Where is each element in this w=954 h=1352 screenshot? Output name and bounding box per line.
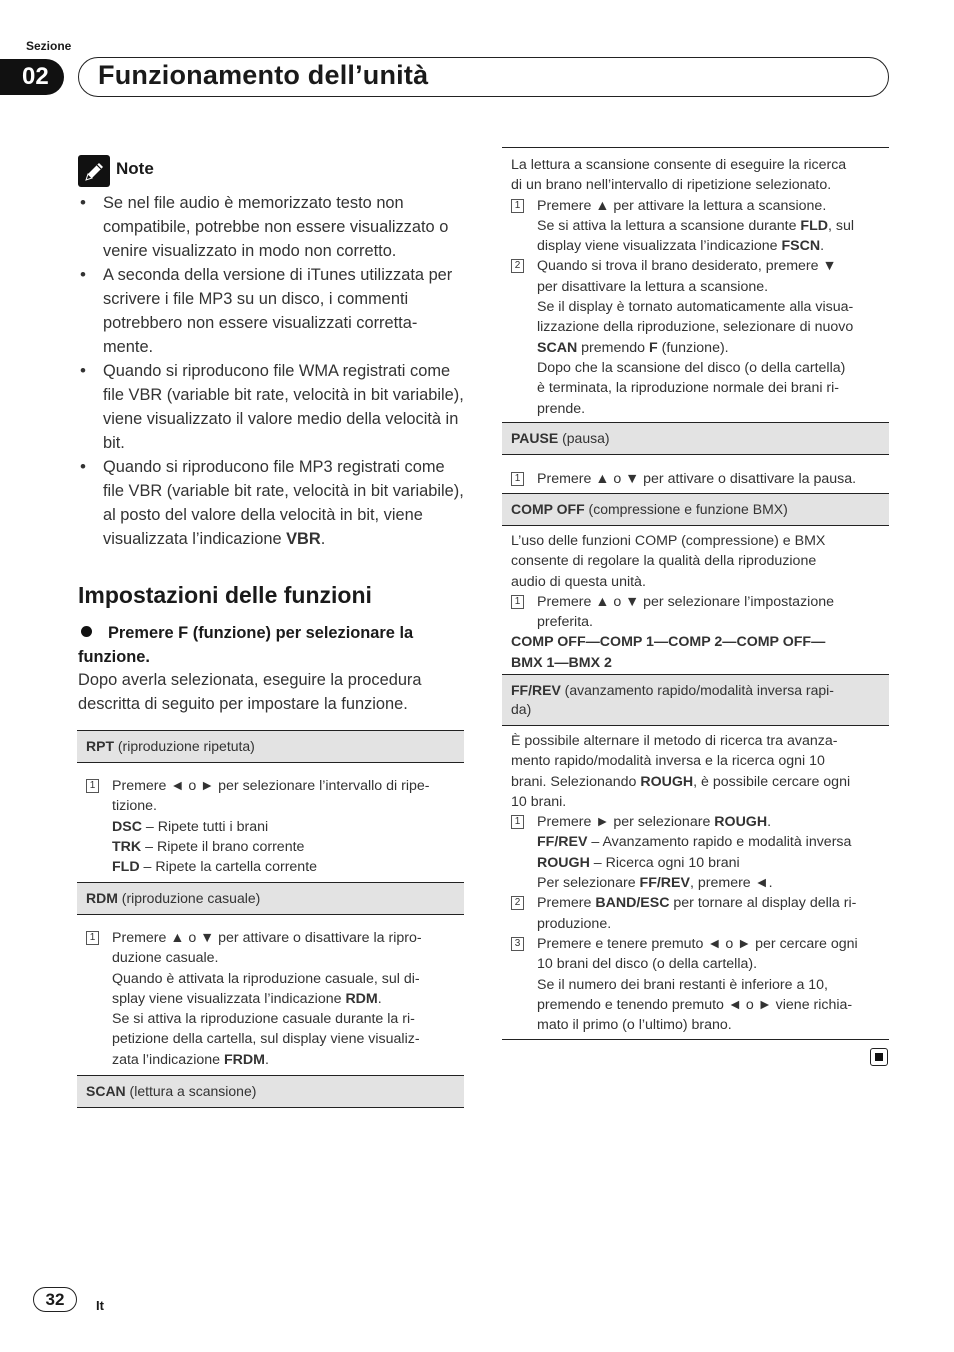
step-body: Dopo averla selezionata, eseguire la procedura descritta di seguito per impostare la funzione. [78,671,422,713]
step-number-1: 1 [511,199,524,213]
column-bottom-rule [502,1039,889,1040]
comp-body: L’uso delle funzioni COMP (compressione) e BMX consente di regolare la qualità della riproduzione audio di questa unità. 1 Premere ▲ o ▼ per selezionare l’impostazione preferita. COMP OFF—COMP 1—COMP 2—COMP OFF— BMX 1—BMX 2 [511,533,834,671]
step-number-1: 1 [511,595,524,609]
pencil-note-icon [78,155,110,187]
note-item: • A seconda della versione di iTunes utilizzata per scrivere i file MP3 su un disco, i commenti potrebbero non essere visualizzati corretta- mente. [78,263,466,359]
bullet-dot-icon [81,626,92,637]
column-top-rule [502,147,889,148]
step-number-1: 1 [86,779,99,793]
step-heading: Premere F (funzione) per selezionare la funzione. [78,624,414,666]
pause-header: PAUSE (pausa) [502,422,889,455]
page-title: Funzionamento dell’unità [98,60,429,90]
page-number: 32 [33,1287,77,1312]
section-heading: Impostazioni delle funzioni [78,582,372,608]
ffrev-body: È possibile alternare il metodo di ricerca tra avanza- mento rapido/modalità inversa e la ricerca ogni 10 brani. Selezionando ROUGH, è possibile cercare ogni 10 brani. 1 Premere ► per selezionare ROUGH. FF/REV – Avanzamento rapido e modalità inversa ROUGH – Ricerca ogni 10 brani Per selezionare FF/REV, premere ◄. 2 Premere BAND/ESC per tornare al display della ri- produzione. 3 Premere e tenere premuto ◄ o ► per cercare ogni 10 brani del disco (o della cartella). Se il numero dei brani restanti è inferiore a 10, premendo e tenendo premuto ◄ o ► viene richia- mato il primo (o l’ultimo) brano. [511,733,858,1034]
step-number-3: 3 [511,937,524,951]
scan-body: La lettura a scansione consente di eseguire la ricerca di un brano nell’intervallo di ripetizione selezionato. 1 Premere ▲ per attivare la lettura a scansione. Se si attiva la lettura a scansione durante FLD, sul display viene visualizzata l’indicazione FSCN. 2 Quando si trova il brano desiderato, premere ▼ per disattivare la lettura a scansione. Se il display è tornato automaticamente alla visua- lizzazione della riproduzione, selezionare di nuovo SCAN premendo F (funzione). Dopo che la scansione del disco (o della cartella) è terminata, la riproduzione normale dei brani ri- prende. [511,157,855,417]
end-of-section-icon [870,1048,888,1066]
rpt-body: 1 Premere ◄ o ► per selezionare l’intervallo di ripe- tizione. DSC – Ripete tutti i brani TRK – Ripete il brano corrente FLD – Ripete la cartella corrente [86,776,458,877]
rdm-body: 1 Premere ▲ o ▼ per attivare o disattivare la ripro- duzione casuale. Quando è attivata la riproduzione casuale, sul di- splay viene visualizzata l’indicazione RDM. Se si attiva la riproduzione casuale durante la ri- petizione della cartella, sul display viene visualiz- zata l’indicazione FRDM. [86,928,458,1070]
comp-header: COMP OFF (compressione e funzione BMX) [502,493,889,526]
step-number-2: 2 [511,896,524,910]
pause-body: 1 Premere ▲ o ▼ per attivare o disattivare la pausa. [511,469,883,489]
note-list [78,191,466,551]
scan-header: SCAN (lettura a scansione) [77,1075,464,1108]
section-number-tab: 02 [0,59,64,95]
step-number-2: 2 [511,259,524,273]
rdm-header: RDM (riproduzione casuale) [77,882,464,915]
step-number-1: 1 [511,472,524,486]
note-item: • Quando si riproducono file WMA registrati come file VBR (variable bit rate, velocità in bit variabile), viene visualizzato il valore medio della velocità in bit. [78,359,466,455]
section-label: Sezione [26,39,72,53]
rpt-header: RPT (riproduzione ripetuta) [77,730,464,763]
note-label: Note [116,159,154,178]
ffrev-header: FF/REV (avanzamento rapido/modalità inversa rapi- da) [502,674,889,726]
step-number-1: 1 [86,931,99,945]
language-code: It [96,1298,104,1313]
note-item: • Quando si riproducono file MP3 registrati come file VBR (variable bit rate, velocità in bit variabile), al posto del valore della velocità in bit, viene visualizzata l’indicazione VBR. [78,455,466,551]
step-number-1: 1 [511,815,524,829]
note-item: • Se nel file audio è memorizzato testo non compatibile, potrebbe non essere visualizzato o venire visualizzato in modo non corretto. [78,191,466,263]
